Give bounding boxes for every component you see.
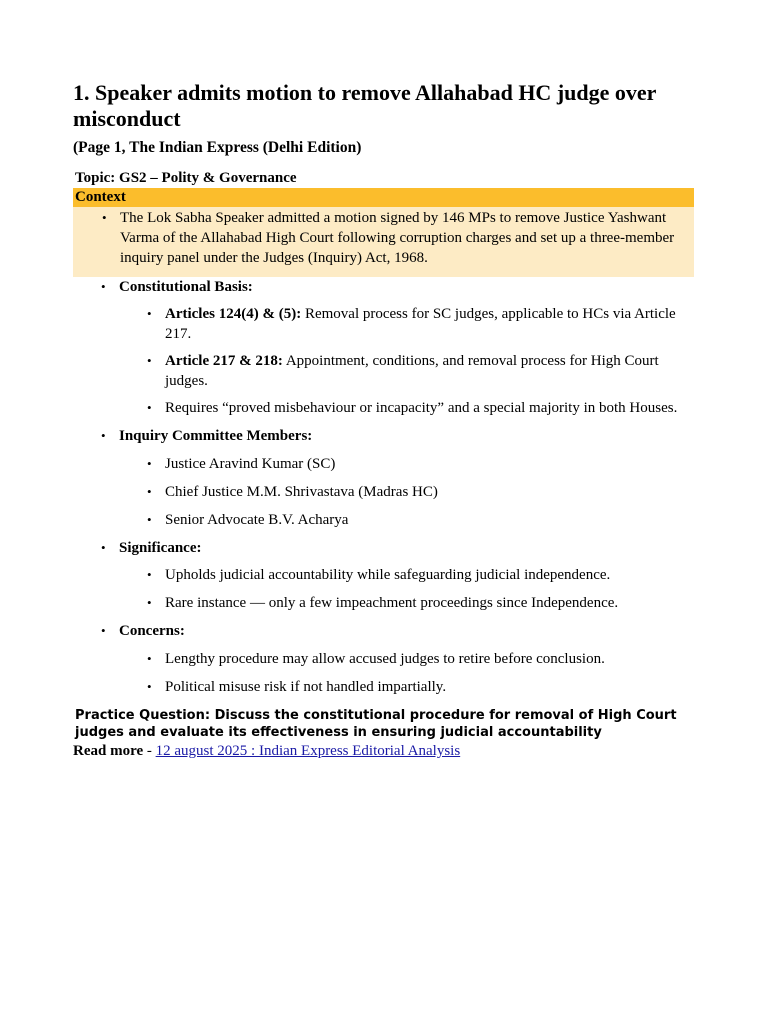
list-item: Chief Justice M.M. Shrivastava (Madras HC) <box>165 484 438 500</box>
bullet-icon: • <box>147 353 152 368</box>
read-more-label: Read more <box>73 743 144 759</box>
section-heading-concerns: Concerns: <box>119 623 185 639</box>
list-item-bold: Articles 124(4) & (5): <box>165 306 302 322</box>
bullet-icon: • <box>147 567 152 582</box>
bullet-icon: • <box>147 651 152 666</box>
bullet-icon: • <box>147 512 152 527</box>
article-source: (Page 1, The Indian Express (Delhi Edition) <box>73 139 362 156</box>
bullet-icon: • <box>101 623 106 638</box>
bullet-icon: • <box>147 484 152 499</box>
list-item-text: Removal process for SC judges, applicable to HCs via Article 217. <box>165 306 676 342</box>
bullet-icon: • <box>102 210 107 225</box>
list-item: Senior Advocate B.V. Acharya <box>165 512 349 528</box>
list-item: Lengthy procedure may allow accused judges to retire before conclusion. <box>165 651 605 667</box>
section-heading-inquiry-committee: Inquiry Committee Members: <box>119 428 313 444</box>
section-heading-significance: Significance: <box>119 540 202 556</box>
bullet-icon: • <box>147 456 152 471</box>
list-item-text: Requires “proved misbehaviour or incapacity” and a special majority in both Houses. <box>165 400 678 416</box>
list-item <box>165 398 697 418</box>
bullet-icon: • <box>147 306 152 321</box>
bullet-icon: • <box>147 400 152 415</box>
section-heading-constitutional-basis: Constitutional Basis: <box>119 279 253 295</box>
list-item: Upholds judicial accountability while safeguarding judicial independence. <box>165 567 611 583</box>
list-item: Political misuse risk if not handled impartially. <box>165 679 447 695</box>
list-item-bold: Article 217 & 218: <box>165 353 283 369</box>
read-more-separator: - <box>143 743 156 759</box>
topic-label: Topic: GS2 – Polity & Governance <box>75 170 297 186</box>
list-item <box>165 351 697 391</box>
context-text: The Lok Sabha Speaker admitted a motion signed by 146 MPs to remove Justice Yashwant Varma of the Allahabad High Court following corruption charges and set up a three-member inquiry panel under the Judges (Inquiry) Act, 1968. <box>120 210 675 266</box>
read-more-line <box>73 741 460 761</box>
article-title: 1. Speaker admits motion to remove Allahabad HC judge over misconduct <box>73 80 657 131</box>
list-item-text: Appointment, conditions, and removal process for High Court judges. <box>165 353 659 389</box>
bullet-icon: • <box>101 428 106 443</box>
list-item: Rare instance — only a few impeachment proceedings since Independence. <box>165 595 619 611</box>
practice-question: Practice Question: Discuss the constitutional procedure for removal of High Court judges and evaluate its effectiveness in ensuring judicial accountability <box>75 708 677 740</box>
list-item: Justice Aravind Kumar (SC) <box>165 456 336 472</box>
list-item <box>165 304 697 344</box>
bullet-icon: • <box>147 595 152 610</box>
bullet-icon: • <box>147 679 152 694</box>
read-more-link[interactable]: 12 august 2025 : Indian Express Editorial Analysis <box>155 743 461 759</box>
context-box <box>73 188 694 277</box>
bullet-icon: • <box>101 540 106 555</box>
bullet-icon: • <box>101 279 106 294</box>
context-heading: Context <box>73 188 694 207</box>
